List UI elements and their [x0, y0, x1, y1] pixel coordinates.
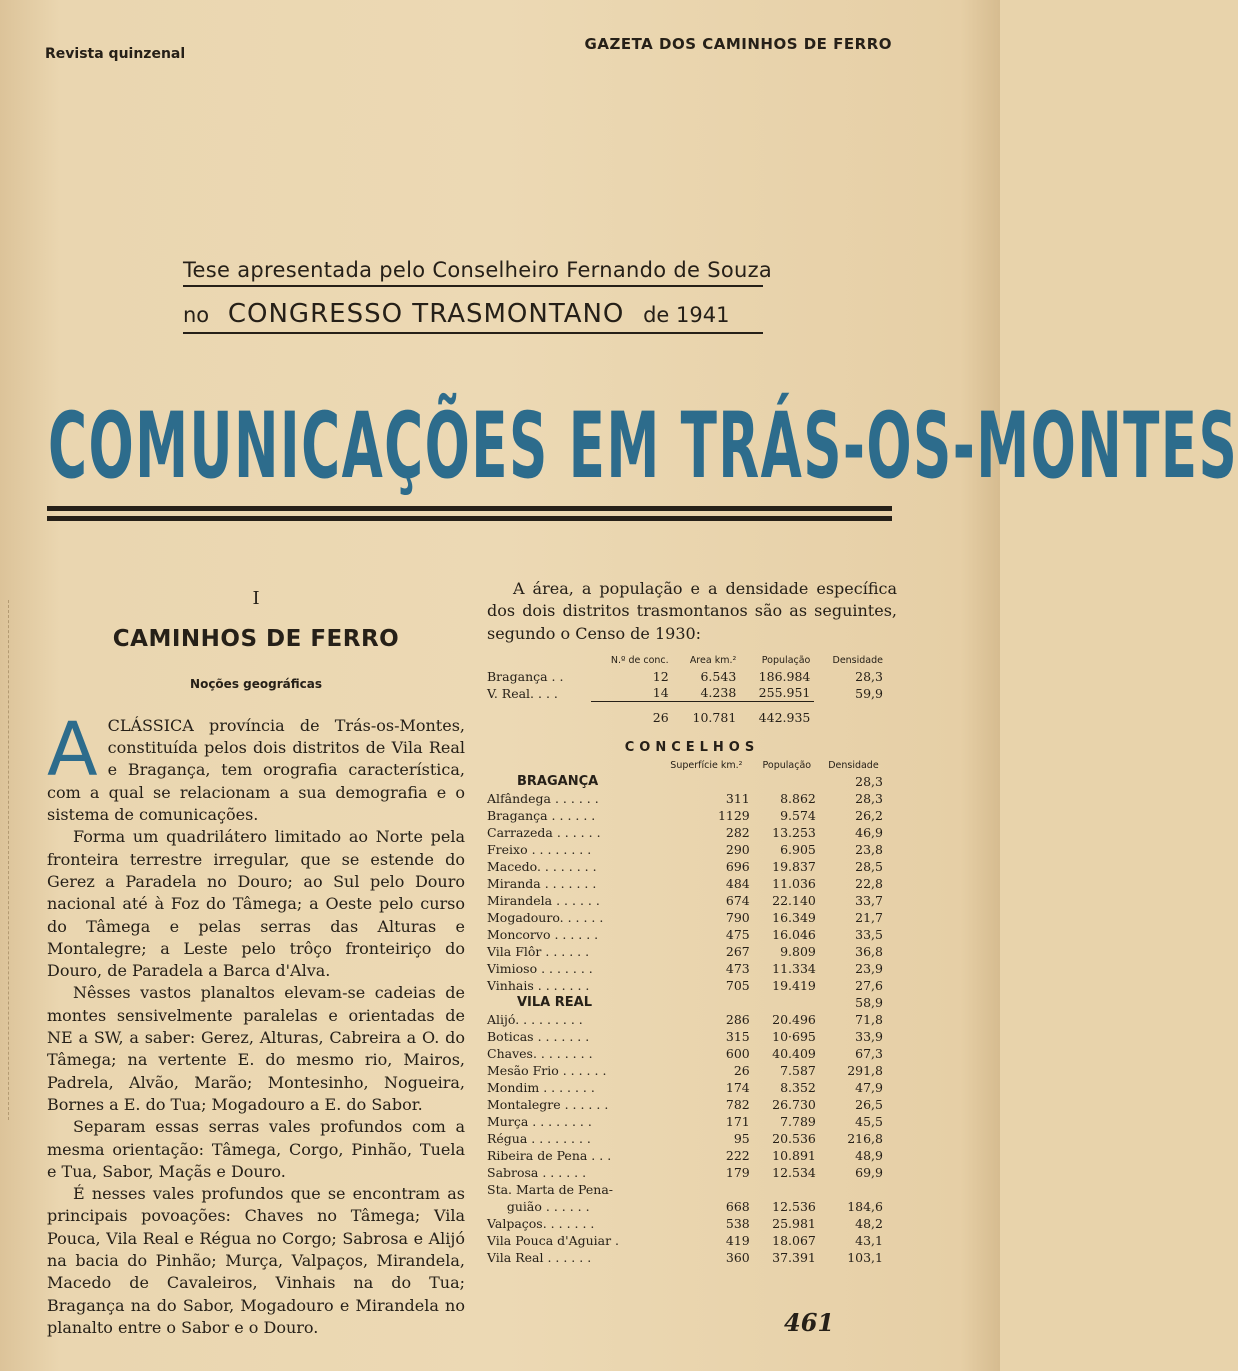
- page-number: 461: [784, 1308, 835, 1337]
- table-row: Mesão Frio . . . . . . 26 7.587 291,8: [487, 1062, 883, 1078]
- col-header-densidade: Densidade: [828, 759, 879, 771]
- paragraph-5: É nesses vales profundos que se encontram as principais povoações: Chaves no Tâmega; Vila Pouca, Vila Real e Régua no Corgo; Sabrosa e Alijó na bacia do Pinhão; Murça, Valpaços, Mirandela, Macedo de Cavaleiros, Vinhais na do Tua; Bragança na do Sabor, Mogadouro e Mirandela no planalto entre o Sabor e o Douro.: [47, 1184, 465, 1337]
- table-row: Vila Flôr . . . . . . 267 9.809 36,8: [487, 943, 883, 959]
- table-row: Mogadouro. . . . . . 790 16.349 21,7: [487, 909, 883, 925]
- paragraph-1: ACLÁSSICA província de Trás-os-Montes, constituída pelos dois distritos de Vila Real e Bragança, tem orografia característica, com a qual se relacionam a sua demografia e o sistema de comunicações.: [47, 706, 465, 825]
- table-row: Boticas . . . . . . . 315 10·695 33,9: [487, 1028, 883, 1044]
- header-right: GAZETA DOS CAMINHOS DE FERRO: [584, 35, 892, 53]
- table-row: Mirandela . . . . . . 674 22.140 33,7: [487, 892, 883, 908]
- article-title: COMUNICAÇÕES EM TRÁS-OS-MONTES: [48, 392, 1238, 499]
- col-header-conc: N.º de conc.: [610, 654, 669, 666]
- congress-name: CONGRESSO TRASMONTANO: [227, 299, 625, 329]
- table-row: Ribeira de Pena . . . 222 10.891 48,9: [487, 1147, 883, 1163]
- concelhos-title: CONCELHOS: [624, 739, 760, 755]
- subsection-heading: Noções geográficas: [190, 676, 322, 691]
- group-row: BRAGANÇA 28,3: [517, 773, 883, 789]
- col-header-area: Area km.²: [689, 654, 737, 666]
- table-row: V. Real. . . . 14 4.238 255.951 59,9: [487, 685, 883, 701]
- table-row: Vinhais . . . . . . . 705 19.419 27,6: [487, 977, 883, 993]
- group-row: VILA REAL 58,9: [517, 994, 883, 1010]
- table-row: Chaves. . . . . . . . 600 40.409 67,3: [487, 1045, 883, 1061]
- thesis-banner: [183, 258, 773, 334]
- table-row: Freixo . . . . . . . . 290 6.905 23,8: [487, 841, 883, 857]
- table-row: Sta. Marta de Pena-: [487, 1181, 614, 1197]
- header-left: Revista quinzenal: [45, 46, 186, 62]
- thesis-line-2-post: de 1941: [643, 303, 730, 327]
- table-row: guião . . . . . . 668 12.536 184,6: [487, 1198, 883, 1214]
- col-header-superficie: Superfície km.²: [670, 759, 743, 771]
- district-table: [487, 655, 887, 726]
- title-rule-bottom: [47, 516, 892, 521]
- drop-cap: A: [47, 706, 98, 793]
- col-header-populacao: População: [762, 759, 812, 771]
- right-column: [487, 578, 897, 1266]
- table-row: Carrazeda . . . . . . 282 13.253 46,9: [487, 824, 883, 840]
- col-header-dens: Densidade: [832, 654, 883, 666]
- table-row: Régua . . . . . . . . 95 20.536 216,8: [487, 1130, 883, 1146]
- table-row: Alijó. . . . . . . . . 286 20.496 71,8: [487, 1011, 883, 1027]
- thesis-line-1: Tese apresentada pelo Conselheiro Fernando de Souza: [183, 258, 763, 287]
- table-row: Vimioso . . . . . . . 473 11.334 23,9: [487, 960, 883, 976]
- paragraph-2: Forma um quadrilátero limitado ao Norte pela fronteira terrestre irregular, que se estende do Gerez a Paradela no Douro; ao Sul pelo Douro nacional até à Foz do Tâmega; a Oeste pelo curso do Tâmega e pelas serras das Alturas e Montalegre; a Leste pelo trôço fronteiriço do Douro, de Paradela a Barca d'Alva.: [47, 827, 465, 981]
- table-row: Miranda . . . . . . . 484 11.036 22,8: [487, 875, 883, 891]
- concelhos-table: [487, 759, 887, 1266]
- thesis-line-2: [183, 287, 763, 334]
- table-row: Vila Real . . . . . . 360 37.391 103,1: [487, 1249, 883, 1265]
- census-intro: A área, a população e a densidade específica dos dois distritos trasmontanos são as seguintes, segundo o Censo de 1930:: [487, 579, 897, 643]
- district-total-row: 26 10.781 442.935: [487, 701, 887, 726]
- col-header-pop: População: [761, 654, 811, 666]
- table-row: Sabrosa . . . . . . 179 12.534 69,9: [487, 1164, 883, 1180]
- table-row: Mondim . . . . . . . 174 8.352 47,9: [487, 1079, 883, 1095]
- paragraph-3: Nêsses vastos planaltos elevam-se cadeias de montes sensivelmente paralelas e orientadas de NE a SW, a saber: Gerez, Alturas, Cabreira a O. do Tâmega; na vertente E. do mesmo rio, Mairos, Padrela, Alvão, Marão; Montesinho, Nogueira, Bornes a E. do Tua; Mogadouro a E. do Sabor.: [47, 983, 465, 1114]
- title-rule-top: [47, 506, 892, 511]
- table-row: Vila Pouca d'Aguiar . 419 18.067 43,1: [487, 1232, 883, 1248]
- section-heading: CAMINHOS DE FERRO: [112, 626, 400, 653]
- table-row: Macedo. . . . . . . . 696 19.837 28,5: [487, 858, 883, 874]
- section-number: I: [252, 588, 260, 609]
- table-row: Bragança . . 12 6.543 186.984 28,3: [487, 669, 883, 685]
- table-row: Valpaços. . . . . . . 538 25.981 48,2: [487, 1215, 883, 1231]
- binding-edge: [8, 600, 13, 1120]
- table-row: Bragança . . . . . . 1129 9.574 26,2: [487, 807, 883, 823]
- table-row: Alfândega . . . . . . 311 8.862 28,3: [487, 790, 883, 806]
- left-column: [47, 588, 465, 1339]
- paragraph-4: Separam essas serras vales profundos com a mesma orientação: Tâmega, Corgo, Pinhão, Tuela e Tua, Sabor, Maçãs e Douro.: [47, 1117, 465, 1181]
- table-row: Montalegre . . . . . . 782 26.730 26,5: [487, 1096, 883, 1112]
- thesis-line-2-pre: no: [183, 303, 210, 327]
- table-row: Murça . . . . . . . . 171 7.789 45,5: [487, 1113, 883, 1129]
- table-row: Moncorvo . . . . . . 475 16.046 33,5: [487, 926, 883, 942]
